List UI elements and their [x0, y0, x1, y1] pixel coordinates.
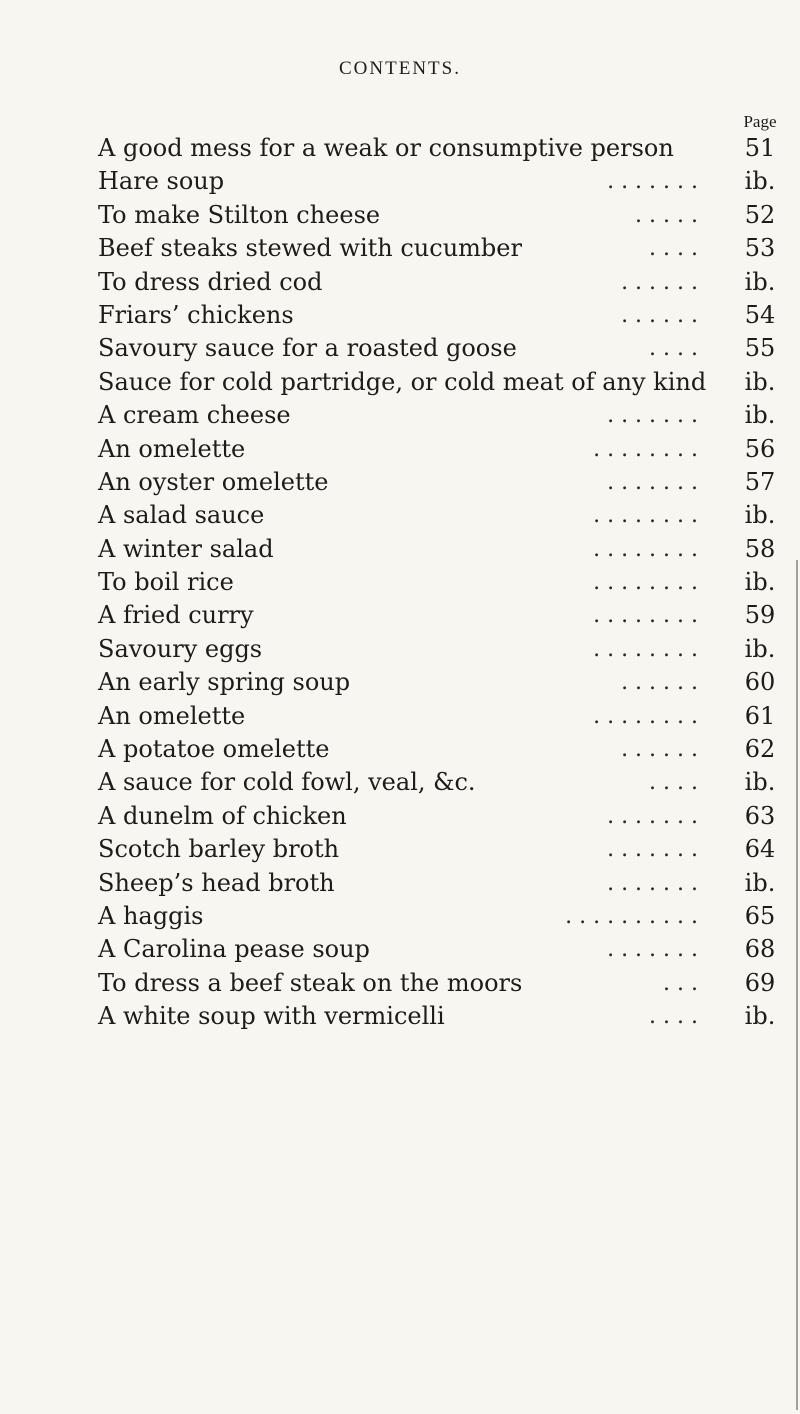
entry-leader-dots: . . . . . . . [607, 803, 698, 829]
entry-leader-dots: . . . . . . [621, 737, 698, 763]
contents-entry [98, 299, 798, 332]
entry-leader-dots: . . . . . [635, 202, 698, 228]
entry-page-number: 52 [744, 200, 776, 229]
entry-page-number: ib. [744, 401, 776, 430]
entry-page-number: 55 [744, 334, 776, 363]
entry-title: A good mess for a weak or consumptive person [98, 134, 674, 162]
entry-page-number: ib. [744, 1002, 776, 1031]
contents-list [98, 132, 798, 1034]
entry-page-number: 61 [744, 701, 776, 730]
entry-title: A winter salad [98, 534, 274, 563]
entry-title: An oyster omelette [98, 467, 329, 496]
entry-page-number: 51 [744, 134, 776, 162]
entry-title: To dress a beef steak on the moors [98, 968, 523, 997]
entry-leader-dots: . . . . . . . . [593, 703, 698, 729]
entry-page-number: ib. [744, 634, 776, 663]
entry-title: Beef steaks stewed with cucumber [98, 234, 522, 263]
entry-leader-dots: . . . . . . . [607, 937, 698, 963]
contents-entry [98, 666, 798, 699]
entry-leader-dots: . . . . [649, 770, 698, 796]
entry-title: To make Stilton cheese [98, 200, 381, 229]
entry-page-number: 56 [744, 434, 776, 463]
entry-page-number: ib. [744, 267, 776, 296]
contents-entry [98, 1000, 798, 1033]
entry-title: A dunelm of chicken [98, 801, 347, 830]
entry-title: A white soup with vermicelli [98, 1002, 445, 1031]
contents-entry [98, 633, 798, 666]
contents-entry [98, 700, 798, 733]
page-edge-line [796, 560, 798, 1410]
contents-entry [98, 833, 798, 866]
contents-entry [98, 867, 798, 900]
entry-title: A sauce for cold fowl, veal, &c. [98, 768, 476, 797]
entry-leader-dots: . . . . . . . . [593, 636, 698, 662]
contents-entry [98, 332, 798, 365]
entry-page-number: 53 [744, 234, 776, 263]
entry-title: An omelette [98, 434, 246, 463]
entry-leader-dots: . . . [663, 970, 698, 996]
entry-leader-dots: . . . . . . . [607, 837, 698, 863]
entry-leader-dots: . . . . . . . [607, 169, 698, 195]
contents-entry [98, 733, 798, 766]
contents-entry [98, 165, 798, 198]
contents-entry [98, 366, 798, 399]
entry-leader-dots: . . . . [649, 1004, 698, 1030]
contents-entry [98, 499, 798, 532]
contents-entry [98, 900, 798, 933]
entry-page-number: 68 [744, 935, 776, 964]
entry-page-number: 63 [744, 801, 776, 830]
contents-entry [98, 433, 798, 466]
contents-entry [98, 933, 798, 966]
entry-page-number: 58 [744, 534, 776, 563]
entry-title: Sauce for cold partridge, or cold meat of any kind [98, 367, 707, 396]
contents-entry [98, 967, 798, 1000]
entry-title: Hare soup [98, 167, 225, 196]
entry-page-number: 64 [744, 835, 776, 864]
entry-leader-dots: . . . . . . . [607, 469, 698, 495]
contents-entry [98, 599, 798, 632]
entry-page-number: 65 [744, 901, 776, 930]
contents-entry [98, 466, 798, 499]
contents-entry [98, 533, 798, 566]
entry-page-number: ib. [744, 367, 776, 396]
entry-leader-dots: . . . . . . . . [593, 436, 698, 462]
entry-title: Savoury sauce for a roasted goose [98, 334, 517, 363]
page-header: CONTENTS. [339, 58, 461, 79]
entry-title: A haggis [98, 901, 204, 930]
entry-page-number: 54 [744, 300, 776, 329]
contents-entry [98, 266, 798, 299]
contents-entry [98, 800, 798, 833]
entry-page-number: ib. [744, 768, 776, 797]
entry-title: An omelette [98, 701, 246, 730]
entry-page-number: 69 [744, 968, 776, 997]
entry-leader-dots: . . . . . . [621, 302, 698, 328]
entry-title: Scotch barley broth [98, 835, 340, 864]
entry-leader-dots: . . . . . . . . [593, 570, 698, 596]
entry-page-number: ib. [744, 167, 776, 196]
entry-page-number: ib. [744, 568, 776, 597]
page-column-label: Page [743, 112, 777, 131]
entry-leader-dots: . . . . . . . [607, 403, 698, 429]
entry-title: Savoury eggs [98, 634, 263, 663]
contents-entry [98, 132, 798, 165]
entry-leader-dots: . . . . . . . . [593, 503, 698, 529]
entry-title: A potatoe omelette [98, 735, 330, 764]
entry-page-number: 59 [744, 601, 776, 630]
entry-leader-dots: . . . . . . . . . . [565, 903, 698, 929]
entry-leader-dots: . . . . . . . . [593, 603, 698, 629]
entry-page-number: 57 [744, 467, 776, 496]
entry-title: An early spring soup [98, 668, 351, 697]
entry-page-number: 60 [744, 668, 776, 697]
entry-title: A cream cheese [98, 401, 291, 430]
contents-entry [98, 399, 798, 432]
entry-title: Sheep’s head broth [98, 868, 335, 897]
entry-page-number: ib. [744, 501, 776, 530]
entry-title: A Carolina pease soup [98, 935, 370, 964]
entry-leader-dots: . . . . . . . . [593, 536, 698, 562]
contents-entry [98, 766, 798, 799]
entry-leader-dots: . . . . [649, 236, 698, 262]
entry-title: To dress dried cod [98, 267, 323, 296]
entry-title: To boil rice [98, 568, 234, 597]
entry-leader-dots: . . . . . . [621, 269, 698, 295]
entry-page-number: ib. [744, 868, 776, 897]
contents-entry [98, 566, 798, 599]
entry-page-number: 62 [744, 735, 776, 764]
entry-title: Friars’ chickens [98, 300, 294, 329]
entry-leader-dots: . . . . . . [621, 670, 698, 696]
contents-entry [98, 232, 798, 265]
contents-entry [98, 199, 798, 232]
entry-leader-dots: . . . . [649, 336, 698, 362]
entry-title: A fried curry [98, 601, 254, 630]
entry-leader-dots: . . . . . . . [607, 870, 698, 896]
entry-title: A salad sauce [98, 501, 265, 530]
